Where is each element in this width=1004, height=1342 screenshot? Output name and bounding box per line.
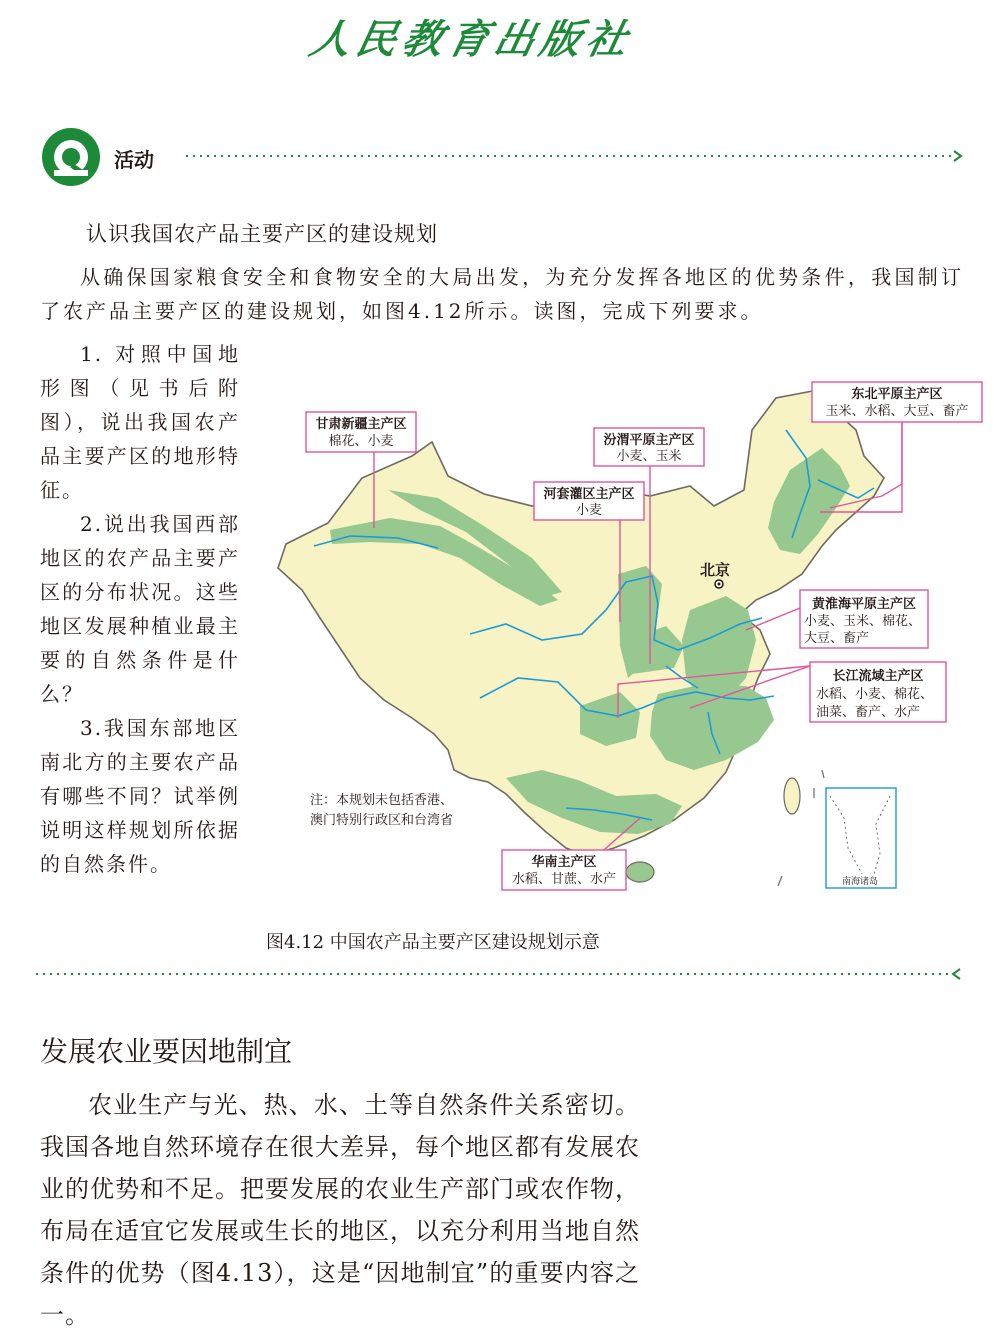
figure-caption: 图4.12 中国农产品主要产区建设规划示意 <box>266 932 600 953</box>
svg-text:油菜、畜产、水产: 油菜、畜产、水产 <box>816 705 921 720</box>
svg-text:小麦、玉米、棉花、: 小麦、玉米、棉花、 <box>804 614 922 629</box>
beijing-marker-dot <box>718 583 721 586</box>
question-2: 2.说出我国西部地区的农产品主要产区的分布状况。这些地区发展种植业最主要的自然条件是什么？ <box>40 512 240 706</box>
svg-text:玉米、水稻、大豆、畜产: 玉米、水稻、大豆、畜产 <box>825 404 969 419</box>
svg-text:华南主产区: 华南主产区 <box>531 855 597 870</box>
svg-text:小麦: 小麦 <box>575 503 603 518</box>
inset-label: 南海诸岛 <box>841 877 879 887</box>
label-gansu-xinjiang <box>306 412 416 452</box>
section-heading: 发展农业要因地制宜 <box>40 1035 293 1068</box>
question-list <box>40 337 240 881</box>
task-title: 认识我国农产品主要产区的建设规划 <box>86 222 438 246</box>
label-yangtze <box>810 662 946 722</box>
south-sea-inset <box>826 788 896 888</box>
taiwan-island <box>784 778 800 814</box>
task-intro: 从确保国家粮食安全和食物安全的大局出发，为充分发挥各地区的优势条件，我国制订了农产品主要产区的建设规划，如图4.12所示。读图，完成下列要求。 <box>40 265 964 323</box>
section-paragraph: 农业生产与光、热、水、土等自然条件关系密切。我国各地自然环境存在很大差异，每个地区都有发展农业的优势和不足。把要发展的农业生产部门或农作物，布局在适宜它发展或生长的地区，以充分利用当地自然条件的优势（图4.13），这是“因地制宜”的重要内容之一。 <box>40 1091 640 1329</box>
activity-label: 活动 <box>114 148 154 172</box>
publisher-logo: 人民教育出版社 <box>305 16 638 63</box>
svg-text:黄淮海平原主产区: 黄淮海平原主产区 <box>811 597 917 612</box>
label-northeast <box>812 382 982 422</box>
activity-divider-top <box>186 148 966 164</box>
map-svg <box>270 378 990 898</box>
label-huanghuai <box>800 590 928 648</box>
section-body <box>40 1084 640 1336</box>
question-3: 3.我国东部地区南北方的主要农产品有哪些不同？试举例说明这样规划所依据的自然条件。 <box>40 716 240 876</box>
map-note-line2: 澳门特别行政区和台湾省 <box>310 813 454 828</box>
hainan-island <box>626 862 654 882</box>
svg-text:水稻、小麦、棉花、: 水稻、小麦、棉花、 <box>816 687 934 702</box>
label-fenwei <box>594 428 704 466</box>
beijing-label: 北京 <box>700 561 731 579</box>
label-south <box>502 850 626 890</box>
svg-text:东北平原主产区: 东北平原主产区 <box>851 387 943 402</box>
svg-text:甘肃新疆主产区: 甘肃新疆主产区 <box>315 417 407 432</box>
label-hetao <box>534 482 644 520</box>
question-1: 1. 对照中国地形图（见书后附图），说出我国农产品主要产区的地形特征。 <box>40 342 240 502</box>
agri-zone-map <box>270 378 990 898</box>
activity-divider-bottom <box>36 966 966 982</box>
svg-text:长江流域主产区: 长江流域主产区 <box>832 669 924 684</box>
svg-text:棉花、小麦: 棉花、小麦 <box>328 434 394 449</box>
activity-icon <box>40 126 102 188</box>
svg-text:河套灌区主产区: 河套灌区主产区 <box>543 487 635 502</box>
svg-text:汾渭平原主产区: 汾渭平原主产区 <box>603 433 695 448</box>
svg-text:大豆、畜产: 大豆、畜产 <box>804 631 870 646</box>
svg-text:水稻、甘蔗、水产: 水稻、甘蔗、水产 <box>511 872 617 887</box>
svg-text:小麦、玉米: 小麦、玉米 <box>616 449 682 464</box>
map-note-line1: 注：本规划未包括香港、 <box>310 793 454 808</box>
